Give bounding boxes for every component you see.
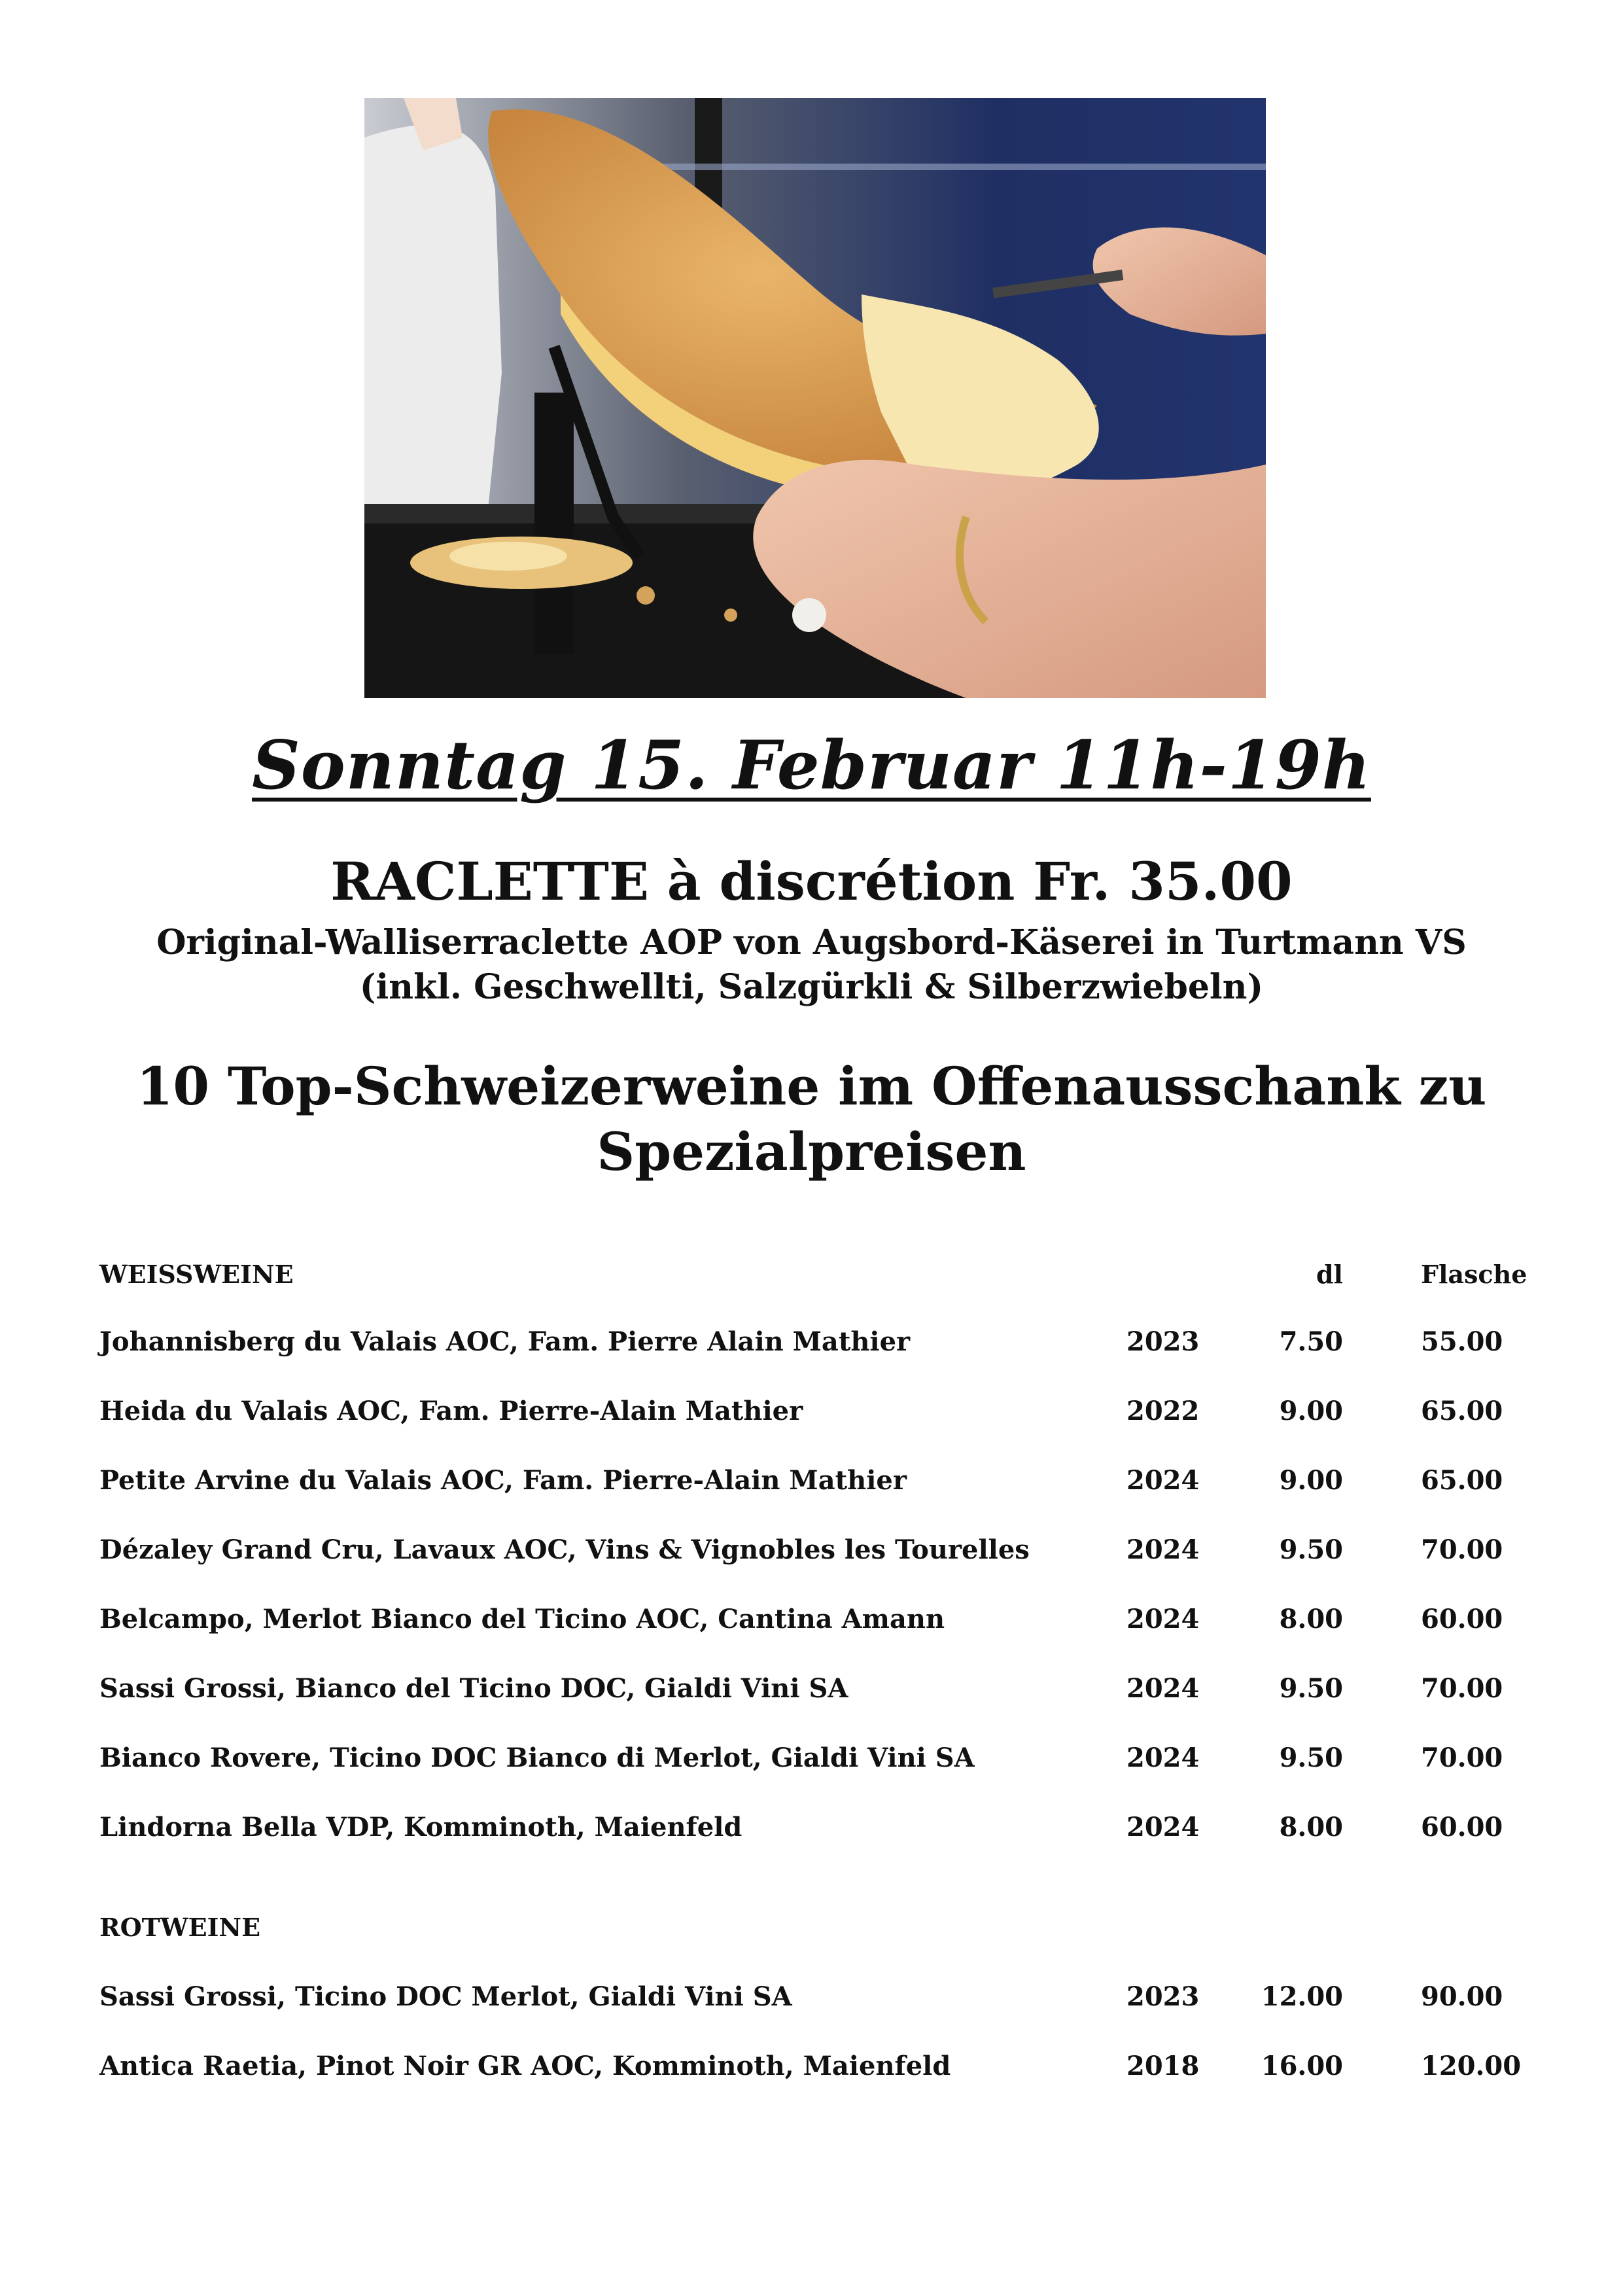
wine-price-bottle: 120.00 [1421,2051,1522,2081]
wine-name: Antica Raetia, Pinot Noir GR AOC, Komminoth, Maienfeld [99,2051,951,2081]
raclette-included: (inkl. Geschwellti, Salzgürkli & Silberzwiebeln) [359,967,1264,1007]
wine-price-bottle: 90.00 [1421,1981,1503,2012]
wine-row [0,1396,1623,1435]
col-dl-header: dl [1316,1260,1343,1289]
wine-price-dl: 9.00 [1279,1396,1343,1426]
wine-price-dl: 9.50 [1279,1673,1343,1704]
wine-year: 2023 [1126,1326,1200,1357]
wine-price-bottle: 55.00 [1421,1326,1503,1357]
wine-price-dl: 8.00 [1279,1604,1343,1634]
wine-price-dl: 9.50 [1279,1534,1343,1565]
wine-row [0,1534,1623,1574]
wine-price-dl: 8.00 [1279,1812,1343,1843]
raclette-cheese-photo-icon [364,98,1266,698]
wine-price-dl: 9.00 [1279,1465,1343,1496]
wine-name: Belcampo, Merlot Bianco del Ticino AOC, Cantina Amann [99,1604,945,1634]
raclette-origin: Original-Walliserraclette AOP von Augsbord-Käserei in Turtmann VS [156,923,1467,963]
wine-name: Sassi Grossi, Bianco del Ticino DOC, Gialdi Vini SA [99,1673,848,1704]
wine-year: 2024 [1126,1465,1200,1496]
wine-year: 2022 [1126,1396,1200,1426]
red-wines-section-label: ROTWEINE [99,1913,261,1942]
wine-price-bottle: 65.00 [1421,1465,1503,1496]
col-bottle-header: Flasche [1421,1260,1527,1289]
wine-row [0,1812,1623,1851]
wine-name: Dézaley Grand Cru, Lavaux AOC, Vins & Vignobles les Tourelles [99,1534,1030,1565]
wine-year: 2023 [1126,1981,1200,2012]
wine-year: 2024 [1126,1534,1200,1565]
wine-name: Lindorna Bella VDP, Komminoth, Maienfeld [99,1812,742,1843]
wine-year: 2024 [1126,1742,1200,1773]
wine-heading-line-2: Spezialpreisen [597,1121,1026,1182]
wine-row [0,1465,1623,1504]
wine-name: Petite Arvine du Valais AOC, Fam. Pierre-Alain Mathier [99,1465,907,1496]
wine-heading [0,1053,1623,1184]
white-wines-section-label: WEISSWEINE [99,1260,294,1289]
wine-price-dl: 16.00 [1261,2051,1343,2081]
event-date: Sonntag 15. Februar 11h-19h [252,726,1371,805]
wine-price-bottle: 70.00 [1421,1673,1503,1704]
wine-row [0,1981,1623,2021]
wine-year: 2024 [1126,1812,1200,1843]
wine-price-dl: 12.00 [1261,1981,1343,2012]
wine-name: Heida du Valais AOC, Fam. Pierre-Alain Mathier [99,1396,803,1426]
wine-row [0,1604,1623,1643]
wine-heading-line-1: 10 Top-Schweizerweine im Offenausschank zu [136,1055,1487,1117]
wine-name: Johannisberg du Valais AOC, Fam. Pierre Alain Mathier [99,1326,911,1357]
wine-year: 2024 [1126,1673,1200,1704]
white-wines-header [0,1260,1623,1299]
wine-price-bottle: 60.00 [1421,1812,1503,1843]
wine-name: Bianco Rovere, Ticino DOC Bianco di Merlot, Gialdi Vini SA [99,1742,975,1773]
wine-name: Sassi Grossi, Ticino DOC Merlot, Gialdi Vini SA [99,1981,792,2012]
raclette-offer: RACLETTE à discrétion Fr. 35.00 [330,851,1293,912]
wine-price-dl: 7.50 [1279,1326,1343,1357]
wine-row [0,1326,1623,1366]
raclette-photo [364,98,1266,698]
wine-year: 2024 [1126,1604,1200,1634]
wine-row [0,1673,1623,1712]
wine-price-dl: 9.50 [1279,1742,1343,1773]
wine-price-bottle: 70.00 [1421,1742,1503,1773]
wine-price-bottle: 65.00 [1421,1396,1503,1426]
wine-price-bottle: 70.00 [1421,1534,1503,1565]
wine-row [0,2051,1623,2090]
wine-price-bottle: 60.00 [1421,1604,1503,1634]
wine-row [0,1742,1623,1782]
wine-year: 2018 [1126,2051,1200,2081]
